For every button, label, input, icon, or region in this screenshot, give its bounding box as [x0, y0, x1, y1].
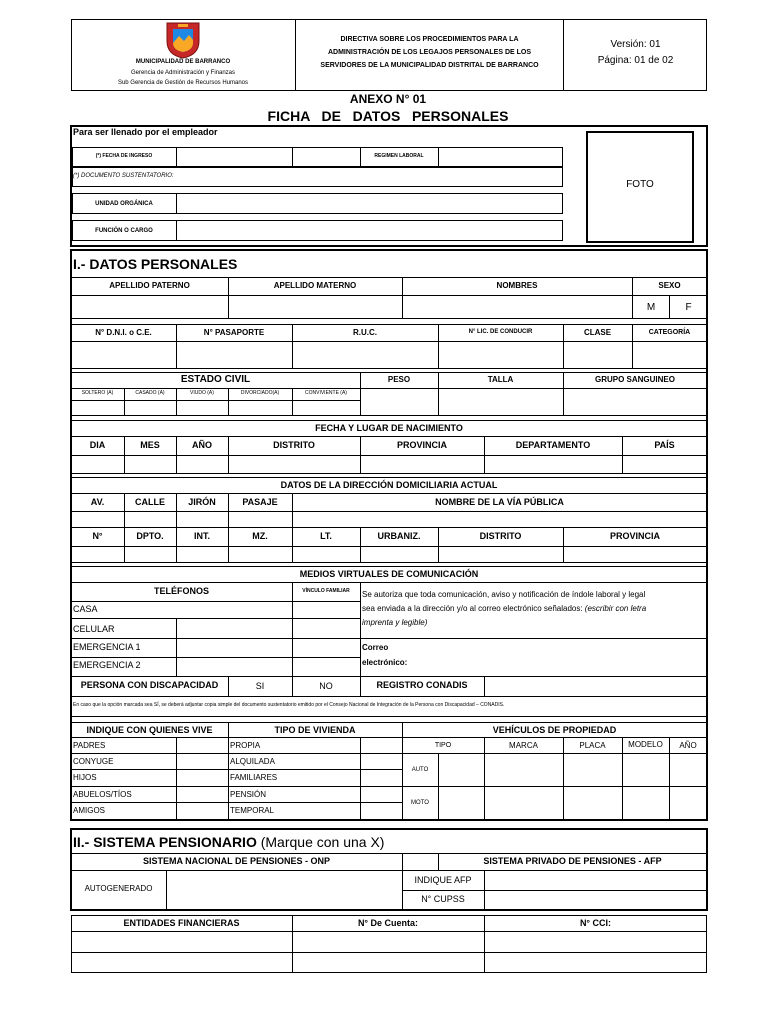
soltero-option[interactable]: SOLTERO (A) — [81, 390, 114, 396]
rule — [71, 436, 707, 437]
header-divider-2 — [563, 19, 564, 91]
distrito-dir-label: DISTRITO — [479, 531, 522, 541]
licencia-label: N° LIC. DE CONDUCIR — [468, 329, 533, 335]
funcion-field[interactable] — [177, 221, 562, 240]
entidades-label: ENTIDADES FINANCIERAS — [123, 918, 240, 928]
vinculo-label: VÍNCULO FAMILIAR — [302, 588, 350, 594]
casa-label: CASA — [73, 604, 98, 614]
moto-fields[interactable] — [439, 787, 707, 819]
divorciado-option[interactable]: DIVORCIADO(A) — [240, 390, 280, 396]
modelo-label: MODELO — [628, 740, 663, 749]
rule — [71, 477, 707, 478]
via-field[interactable] — [293, 512, 707, 527]
clase-field[interactable] — [564, 342, 632, 368]
page-number-text: Página: 01 de 02 — [597, 55, 674, 66]
rule — [71, 853, 707, 854]
celular-label: CELULAR — [73, 624, 115, 634]
amigos-label: AMIGOS — [73, 806, 106, 815]
pais-field[interactable] — [623, 456, 707, 473]
vinculo-field[interactable] — [293, 602, 360, 676]
dni-label: N° D.N.I. o C.E. — [95, 328, 152, 337]
municipality-name: MUNICIPALIDAD DE BARRANCO — [135, 59, 231, 65]
grupo-sanguineo-label: GRUPO SANGUINEO — [594, 375, 675, 384]
rule — [71, 562, 707, 563]
correo-field[interactable] — [420, 639, 707, 676]
funcion-label: FUNCIÓN O CARGO — [95, 228, 153, 234]
av-label: AV. — [90, 497, 105, 507]
vivienda-checkboxes[interactable] — [361, 738, 402, 819]
correo-label-2: electrónico: — [362, 658, 408, 667]
autoriza-text-1: Se autoriza que toda comunicación, aviso y notificación de índole laboral y legal — [362, 590, 646, 599]
cci-field-1[interactable] — [485, 932, 707, 952]
numero-label: N° — [92, 531, 103, 541]
auto-fields[interactable] — [439, 754, 707, 786]
conyuge-label: CONYUGE — [73, 757, 114, 766]
pension-heading — [73, 835, 384, 849]
provincia-nac-label: PROVINCIA — [396, 440, 447, 450]
rule — [71, 546, 707, 547]
divider — [228, 722, 229, 819]
ruc-label: R.U.C. — [353, 328, 377, 337]
rule — [71, 769, 402, 770]
indique-afp-field[interactable] — [485, 871, 707, 890]
int-label: INT. — [193, 531, 210, 541]
gerencia-text: Gerencia de Administración y Finanzas — [130, 70, 236, 76]
emergencia1-label: EMERGENCIA 1 — [73, 642, 141, 652]
cupss-field[interactable] — [485, 891, 707, 910]
cuenta-label: N° De Cuenta: — [357, 918, 419, 928]
provincia-nac-field[interactable] — [361, 456, 484, 473]
rule — [71, 318, 707, 319]
version-text: Versión: 01 — [610, 39, 661, 50]
emergencia1-field[interactable] — [177, 639, 292, 657]
apellido-paterno-label: APELLIDO PATERNO — [109, 281, 190, 290]
contact-heading: MEDIOS VIRTUALES DE COMUNICACIÓN — [299, 569, 479, 579]
sexo-label: SEXO — [658, 281, 681, 290]
divider — [360, 582, 361, 676]
direccion-heading: DATOS DE LA DIRECCIÓN DOMICILIARIA ACTUAL — [280, 480, 498, 490]
emergencia2-label: EMERGENCIA 2 — [73, 660, 141, 670]
departamento-field[interactable] — [485, 456, 622, 473]
rule — [71, 400, 360, 401]
calle-label: CALLE — [135, 497, 165, 507]
tipo-label: TIPO — [434, 742, 452, 749]
rule — [71, 420, 707, 421]
apellido-materno-label: APELLIDO MATERNO — [273, 281, 357, 290]
sexo-m-option[interactable]: M — [646, 302, 656, 313]
pasaporte-field[interactable] — [177, 342, 292, 368]
documento-label: (*) DOCUMENTO SUSTENTATORIO: — [73, 173, 174, 179]
temporal-label: TEMPORAL — [230, 806, 275, 815]
afp-label: SISTEMA PRIVADO DE PENSIONES - AFP — [483, 856, 662, 866]
rule — [71, 527, 707, 528]
calle-field[interactable] — [125, 512, 176, 527]
placa-label: PLACA — [579, 741, 606, 750]
autoriza-text-3: imprenta y legible) — [362, 618, 428, 627]
pension-heading-normal: (Marque con una X) — [256, 834, 385, 850]
directive-line-3: SERVIDORES DE LA MUNICIPALIDAD DISTRITAL DE BARRANCO — [320, 62, 539, 69]
rule — [71, 722, 707, 723]
annex-title: ANEXO N° 01 — [349, 92, 427, 106]
mes-label: MES — [140, 440, 160, 450]
peso-field[interactable] — [361, 389, 438, 415]
grupo-sanguineo-field[interactable] — [564, 389, 707, 415]
hijos-label: HIJOS — [73, 773, 97, 782]
entidad-field-2[interactable] — [72, 953, 292, 973]
rule — [71, 566, 707, 567]
talla-field[interactable] — [439, 389, 563, 415]
rule — [71, 582, 707, 583]
propia-label: PROPIA — [230, 741, 261, 750]
autogenerado-field[interactable] — [167, 871, 402, 910]
alquilada-label: ALQUILADA — [230, 757, 275, 766]
estado-civil-label: ESTADO CIVIL — [180, 374, 251, 385]
cupss-label: N° CUPSS — [421, 894, 465, 904]
rule — [71, 368, 707, 369]
rule — [71, 388, 360, 389]
via-label: NOMBRE DE LA VÍA PÚBLICA — [435, 497, 564, 507]
categoria-label: CATEGORÍA — [648, 329, 691, 336]
sexo-f-option[interactable]: F — [685, 302, 692, 313]
mes-field[interactable] — [125, 456, 176, 473]
cci-field-2[interactable] — [485, 953, 707, 973]
dia-label: DIA — [89, 440, 106, 450]
lt-label: LT. — [320, 531, 332, 541]
telefonos-label: TELÉFONOS — [153, 586, 209, 596]
discapacidad-si-option[interactable]: SI — [255, 681, 265, 691]
familiares-label: FAMILIARES — [230, 773, 278, 782]
talla-label: TALLA — [487, 375, 514, 384]
rule — [71, 415, 707, 416]
pension-heading-bold: II.- SISTEMA PENSIONARIO — [73, 834, 257, 850]
autoriza-text-2 — [362, 605, 646, 613]
mz-label: MZ. — [252, 531, 268, 541]
licencia-field[interactable] — [439, 342, 563, 368]
casa-field[interactable] — [120, 602, 292, 618]
urbaniz-label: URBANIZ. — [377, 531, 421, 541]
rule — [71, 324, 707, 325]
abuelos-label: ABUELOS/TÍOS — [73, 790, 132, 799]
autoriza-text-2a: sea enviada a la dirección y/o al correo electrónico señalados: — [362, 604, 583, 613]
anio-field[interactable] — [177, 456, 228, 473]
afp-checkbox[interactable] — [403, 854, 438, 870]
municipality-logo — [165, 21, 201, 59]
fecha-ingreso-label: (*) FECHA DE INGRESO — [95, 153, 153, 159]
peso-label: PESO — [387, 375, 411, 384]
rule — [71, 716, 707, 717]
vive-label: INDIQUE CON QUIENES VIVE — [86, 725, 213, 735]
divider — [292, 147, 293, 167]
marca-label: MARCA — [509, 741, 538, 750]
pais-label: PAÍS — [654, 440, 675, 450]
pasaje-field[interactable] — [229, 512, 292, 527]
photo-label: FOTO — [626, 179, 654, 190]
rule — [71, 696, 707, 697]
employer-heading: Para ser llenado por el empleador — [73, 127, 218, 137]
jiron-field[interactable] — [177, 512, 228, 527]
unidad-label: UNIDAD ORGÁNICA — [95, 201, 153, 207]
unidad-field[interactable] — [177, 194, 562, 213]
casado-option[interactable]: CASADO (A) — [135, 390, 165, 396]
autoriza-text-2b: (escribir con letra — [582, 604, 647, 613]
ruc-field[interactable] — [293, 342, 438, 368]
anio-label: AÑO — [192, 440, 212, 450]
dni-field[interactable] — [72, 342, 176, 368]
padres-label: PADRES — [73, 741, 106, 750]
distrito-nac-field[interactable] — [229, 456, 360, 473]
rule — [71, 473, 707, 474]
dpto-label: DPTO. — [136, 531, 164, 541]
discapacidad-no-option[interactable]: NO — [319, 681, 333, 691]
form-title: FICHA DE DATOS PERSONALES — [267, 108, 509, 124]
pension-label: PENSIÓN — [230, 790, 267, 799]
celular-field[interactable] — [120, 619, 292, 638]
cci-label: N° CCI: — [579, 918, 612, 928]
rule — [71, 802, 402, 803]
onp-label: SISTEMA NACIONAL DE PENSIONES - ONP — [142, 856, 331, 866]
av-field[interactable] — [72, 512, 124, 527]
nombres-label: NOMBRES — [496, 281, 538, 290]
indique-afp-label: INDIQUE AFP — [414, 875, 472, 885]
pasaporte-label: N° PASAPORTE — [203, 328, 265, 337]
nombres-field[interactable] — [403, 296, 632, 318]
pasaje-label: PASAJE — [242, 497, 278, 507]
personal-heading: I.- DATOS PERSONALES — [73, 256, 238, 272]
regimen-field[interactable] — [439, 148, 562, 166]
departamento-label: DEPARTAMENTO — [515, 440, 591, 450]
apellido-paterno-field[interactable] — [72, 296, 228, 318]
nacimiento-label: FECHA Y LUGAR DE NACIMIENTO — [315, 423, 463, 433]
conadis-label: REGISTRO CONADIS — [376, 680, 468, 690]
correo-label-1: Correo — [362, 643, 389, 652]
vehiculos-label: VEHÍCULOS DE PROPIEDAD — [492, 725, 617, 735]
distrito-nac-label: DISTRITO — [273, 440, 315, 450]
emergencia2-field[interactable] — [177, 658, 292, 676]
entidad-field-1[interactable] — [72, 932, 292, 952]
fecha-ingreso-field[interactable] — [177, 148, 292, 166]
vivienda-label: TIPO DE VIVIENDA — [274, 725, 356, 735]
regimen-label: REGIMEN LABORAL — [374, 153, 424, 159]
viudo-option[interactable]: VIUDO (A) — [190, 390, 214, 396]
directive-line-1: DIRECTIVA SOBRE LOS PROCEDIMIENTOS PARA LA — [340, 36, 519, 43]
clase-label: CLASE — [583, 328, 612, 337]
vive-checkboxes[interactable] — [177, 738, 228, 819]
rule — [71, 277, 707, 278]
moto-label: MOTO — [411, 800, 429, 806]
rule — [71, 493, 707, 494]
conadis-field[interactable] — [485, 677, 707, 696]
categoria-field[interactable] — [633, 342, 707, 368]
anio-vehiculo-label: AÑO — [679, 741, 697, 750]
auto-label: AUTO — [411, 767, 429, 773]
autogenerado-label: AUTOGENERADO — [84, 884, 153, 893]
rule — [71, 372, 707, 373]
directive-line-2: ADMINISTRACIÓN DE LOS LEGAJOS PERSONALES DE LOS — [327, 49, 532, 56]
apellido-materno-field[interactable] — [229, 296, 402, 318]
subgerencia-text: Sub Gerencia de Gestión de Recursos Humanos — [117, 80, 249, 86]
discapacidad-note: En caso que la opción marcada sea SÍ, se deberá adjuntar copia simple del documento sustentatorio emitido por el Consejo Nacional de Integración de la Persona con Discapacidad – CONADIS. — [73, 702, 505, 708]
jiron-label: JIRÓN — [188, 497, 216, 507]
cuenta-field-1[interactable] — [293, 932, 484, 952]
conviviente-option[interactable]: CONVIVIENTE (A) — [305, 390, 347, 396]
discapacidad-label: PERSONA CON DISCAPACIDAD — [80, 680, 219, 690]
cuenta-field-2[interactable] — [293, 953, 484, 973]
provincia-dir-label: PROVINCIA — [609, 531, 660, 541]
dia-field[interactable] — [72, 456, 124, 473]
